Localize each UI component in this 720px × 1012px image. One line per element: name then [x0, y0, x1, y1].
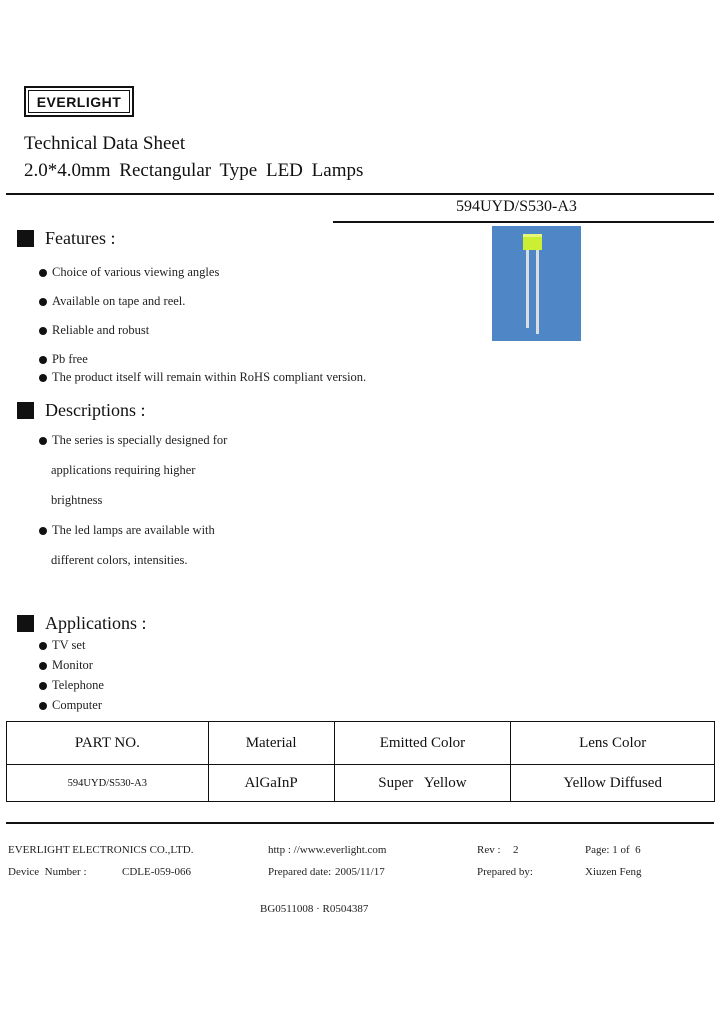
bullet-icon	[39, 327, 47, 335]
feature-item: Choice of various viewing angles	[39, 265, 219, 280]
cell-emitted-color: Super Yellow	[334, 765, 511, 802]
application-item: Computer	[39, 698, 102, 713]
footer-divider	[6, 822, 714, 824]
description-item: The led lamps are available with	[39, 523, 215, 538]
section-square-icon	[17, 402, 34, 419]
description-continuation: applications requiring higher	[51, 463, 196, 477]
bullet-icon	[39, 662, 47, 670]
application-item: TV set	[39, 638, 85, 653]
everlight-logo	[24, 86, 134, 117]
logo-frame	[28, 90, 130, 113]
application-item: Telephone	[39, 678, 104, 693]
cell-lens-color: Yellow Diffused	[511, 765, 715, 802]
footer-prepared-date-value: 2005/11/17	[335, 866, 385, 878]
header-lens-color: Lens Color	[511, 722, 715, 765]
bullet-icon	[39, 374, 47, 382]
spec-table	[6, 721, 715, 802]
bullet-icon	[39, 356, 47, 364]
footer-company: EVERLIGHT ELECTRONICS CO.,LTD.	[8, 844, 194, 856]
footer-prepared-by-label: Prepared by:	[477, 866, 533, 878]
footer-website: http : //www.everlight.com	[268, 844, 387, 856]
header-part-no: PART NO.	[7, 722, 209, 765]
feature-item: Pb free	[39, 352, 88, 367]
feature-item: Available on tape and reel.	[39, 294, 185, 309]
section-square-icon	[17, 230, 34, 247]
bullet-icon	[39, 298, 47, 306]
feature-item: The product itself will remain within RoHS compliant version.	[39, 370, 366, 385]
table-header-row	[7, 722, 715, 765]
features-heading	[17, 228, 115, 249]
footer-prepared-by-value: Xiuzen Feng	[585, 866, 642, 878]
table-row	[7, 765, 715, 802]
logo-text: EVERLIGHT	[36, 93, 122, 110]
section-square-icon	[17, 615, 34, 632]
cell-part-no: 594UYD/S530-A3	[7, 765, 209, 802]
led-lamp-icon	[492, 226, 581, 341]
header-emitted-color: Emitted Color	[334, 722, 511, 765]
footer-device-value: CDLE-059-066	[122, 866, 192, 878]
header-material: Material	[208, 722, 334, 765]
footer-prepared-date-label: Prepared date:	[268, 866, 332, 878]
bullet-icon	[39, 702, 47, 710]
part-number-divider	[333, 221, 714, 223]
feature-item: Reliable and robust	[39, 323, 149, 338]
footer-rev-value: 2	[513, 844, 519, 856]
bullet-icon	[39, 269, 47, 277]
description-item: The series is specially designed for	[39, 433, 227, 448]
document-title: Technical Data Sheet	[24, 133, 186, 154]
bullet-icon	[39, 437, 47, 445]
header-divider	[6, 193, 714, 195]
bullet-icon	[39, 527, 47, 535]
footer-rev-label: Rev :	[477, 844, 501, 856]
part-number: 594UYD/S530-A3	[456, 198, 577, 215]
descriptions-heading	[17, 400, 146, 421]
descriptions-heading-text: Descriptions :	[45, 400, 146, 420]
footer-device-label: Device Number :	[8, 866, 87, 878]
description-continuation: different colors, intensities.	[51, 553, 188, 567]
bullet-icon	[39, 682, 47, 690]
features-heading-text: Features :	[45, 228, 116, 248]
applications-heading-text: Applications :	[45, 613, 147, 633]
footer-page: Page: 1 of 6	[585, 844, 641, 856]
description-continuation: brightness	[51, 493, 103, 507]
cell-material: AlGaInP	[208, 765, 334, 802]
bullet-icon	[39, 642, 47, 650]
applications-heading	[17, 613, 147, 634]
footer-doc-codes: BG0511008 · R0504387	[260, 903, 369, 915]
application-item: Monitor	[39, 658, 93, 673]
led-product-photo	[492, 226, 581, 341]
document-subtitle: 2.0*4.0mm Rectangular Type LED Lamps	[24, 160, 364, 181]
